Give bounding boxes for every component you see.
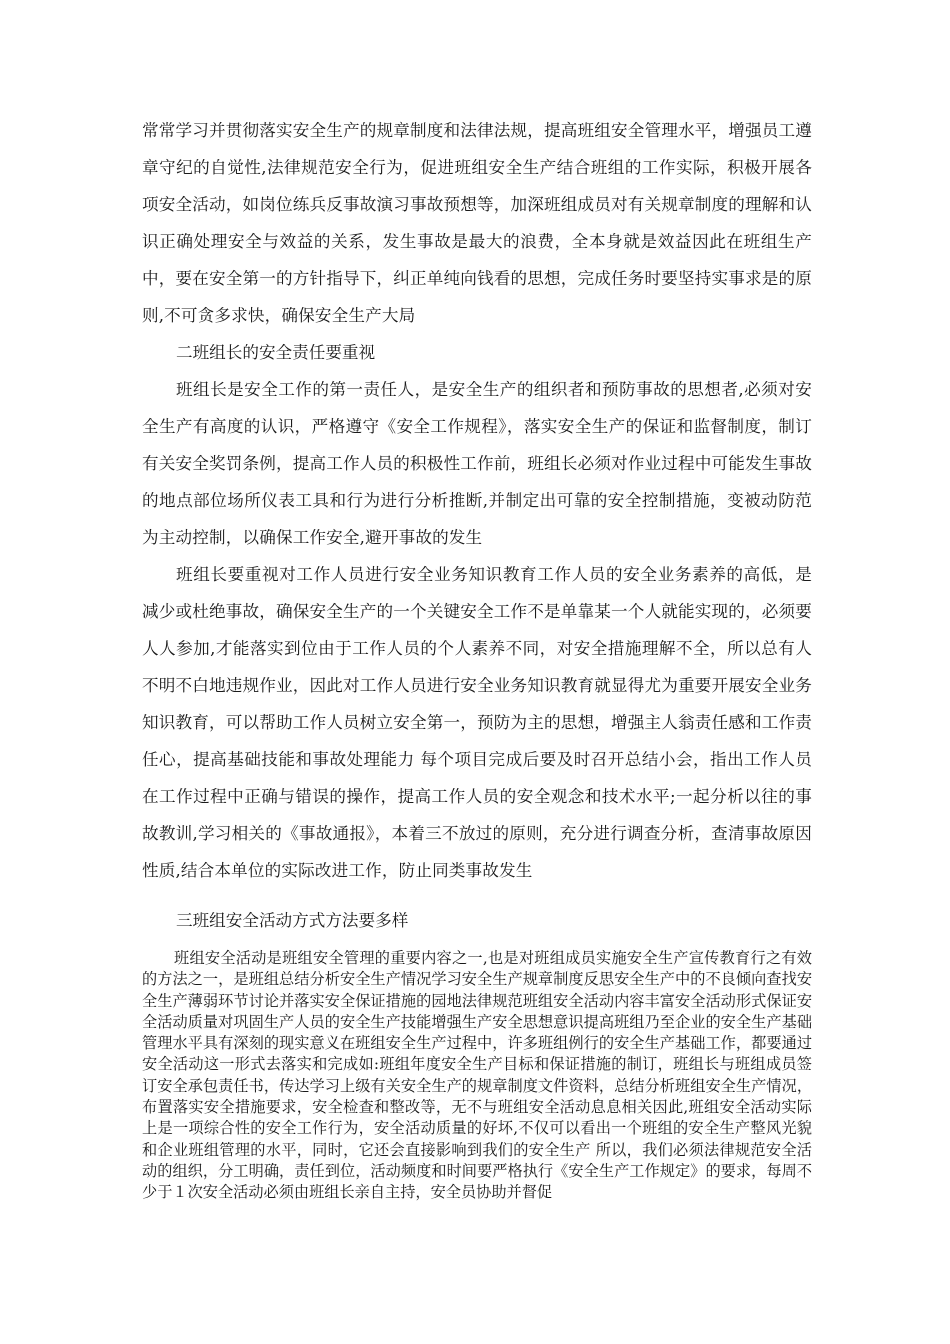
paragraph-safety-activities: 班组安全活动是班组安全管理的重要内容之一,也是对班组成员实施安全生产宣传教育行之有效的方法之一，是班组总结分析安全生产情况学习安全生产规章制度反思安全生产中的不良倾向查找安全生产薄弱环节讨论并落实安全保证措施的园地法律规范班组安全活动内容丰富安全活动形式保证安全活动质量对巩固生产人员的安全生产技能增强生产安全思想意识提高班组乃至企业的安全生产基础管理水平具有深刻的现实意义在班组安全生产过程中，许多班组例行的安全生产基础工作，都要通过安全活动这一形式去落实和完成如:班组年度安全生产目标和保证措施的制订，班组长与班组成员签订安全承包责任书，传达学习上级有关安全生产的规章制度文件资料，总结分析班组安全生产情况，布置落实安全措施要求，安全检查和整改等，无不与班组安全活动息息相关因此,班组安全活动实际上是一项综合性的安全工作行为，安全活动质量的好坏,不仅可以看出一个班组的安全生产整风光貌和企业班组管理的水平，同时，它还会直接影响到我们的安全生产 所以，我们必须法律规范安全活动的组织，分工明确，责任到位，活动频度和时间要严格执行《安全生产工作规定》的要求，每周不少于１次安全活动必须由班组长亲自主持，安全员协助并督促 [142, 949, 812, 1202]
section-2-block [142, 334, 812, 889]
paragraph-safety-regulations: 常常学习并贯彻落实安全生产的规章制度和法律法规，提高班组安全管理水平，增强员工遵章守纪的自觉性,法律规范安全行为，促进班组安全生产结合班组的工作实际，积极开展各项安全活动，如岗位练兵反事故演习事故预想等，加深班组成员对有关规章制度的理解和认识正确处理安全与效益的关系，发生事故是最大的浪费，全本身就是效益因此在班组生产中，要在安全第一的方针指导下，纠正单纯向钱看的思想，完成任务时要坚持实事求是的原则,不可贪多求快，确保安全生产大局 [142, 121, 812, 325]
dense-paragraph-block [142, 948, 812, 1204]
section-heading-3: 三班组安全活动方式方法要多样 [176, 911, 409, 930]
section-heading-2: 二班组长的安全责任要重视 [176, 343, 376, 362]
paragraph-team-leader-responsibility: 班组长是安全工作的第一责任人，是安全生产的组织者和预防事故的思想者,必须对安全生产有高度的认识，严格遵守《安全工作规程》，落实安全生产的保证和监督制度，制订有关安全奖罚条例，提高工作人员的积极性工作前，班组长必须对作业过程中可能发生事故的地点部位场所仪表工具和行为进行分析推断,并制定出可靠的安全控制措施，变被动防范为主动控制，以确保工作安全,避开事故的发生 [142, 380, 812, 547]
paragraph-block-1 [142, 112, 812, 334]
section-3-block [142, 902, 812, 939]
paragraph-safety-education: 班组长要重视对工作人员进行安全业务知识教育工作人员的安全业务素养的高低，是减少或杜绝事故，确保安全生产的一个关键安全工作不是单靠某一个人就能实现的，必须要人人参加,才能落实到位由于工作人员的个人素养不同，对安全措施理解不全，所以总有人不明不白地违规作业，因此对工作人员进行安全业务知识教育就显得尤为重要开展安全业务知识教育，可以帮助工作人员树立安全第一，预防为主的思想，增强主人翁责任感和工作责任心，提高基础技能和事故处理能力 每个项目完成后要及时召开总结小会，指出工作人员在工作过程中正确与错误的操作，提高工作人员的安全观念和技术水平;一起分析以往的事故教训,学习相关的《事故通报》，本着三不放过的原则，充分进行调查分析，查清事故原因性质,结合本单位的实际改进工作，防止同类事故发生 [142, 565, 812, 880]
